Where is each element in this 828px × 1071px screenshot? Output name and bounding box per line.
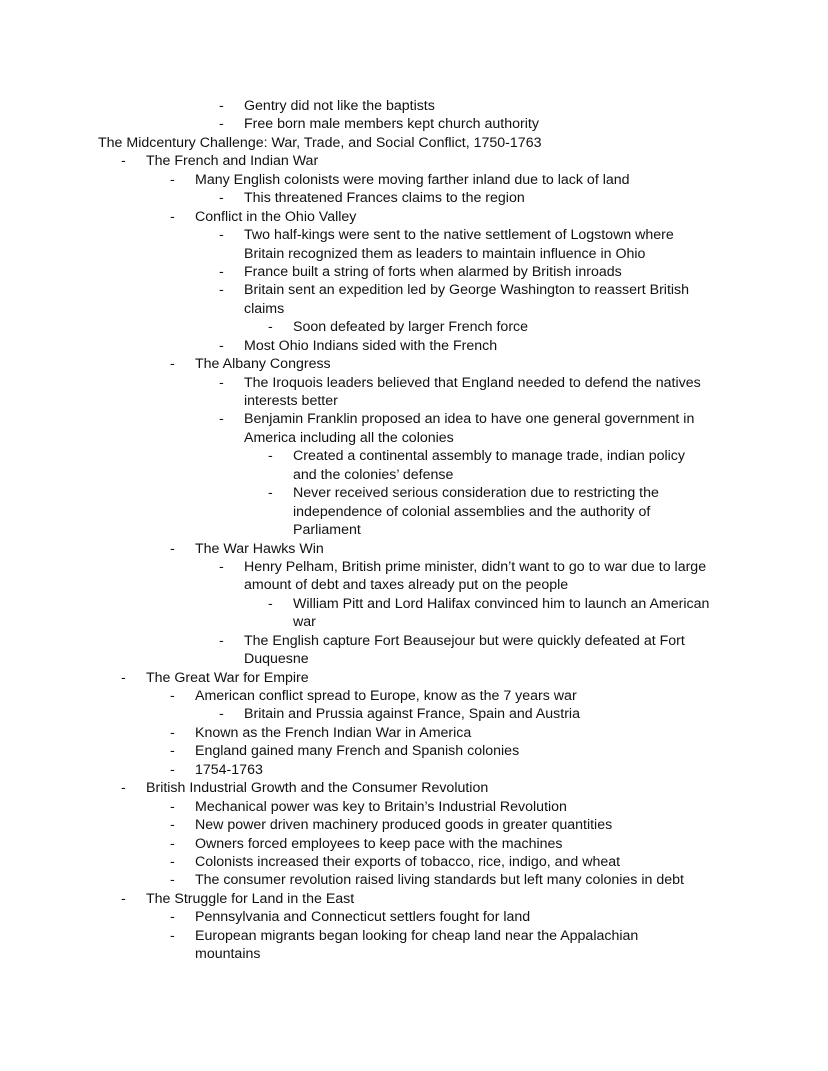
outline-line [0,189,828,207]
bullet-dash: - [170,927,175,944]
bullet-dash: - [219,337,224,354]
outline-text: Soon defeated by larger French force [293,319,529,336]
outline-text: Duquesne [244,651,309,668]
outline-text: British Industrial Growth and the Consumer Revolution [146,780,489,797]
outline-text: independence of colonial assemblies and the authority of [293,503,651,520]
bullet-dash: - [268,448,273,465]
outline-line [0,705,828,723]
outline-text: Parliament [293,522,361,539]
outline-line [0,927,828,945]
outline-text: The War Hawks Win [195,540,324,557]
bullet-dash: - [219,632,224,649]
outline-text: amount of debt and taxes already put on the people [244,577,569,594]
outline-line [0,521,828,539]
outline-text: The English capture Fort Beausejour but were quickly defeated at Fort [244,632,685,649]
bullet-dash: - [121,890,126,907]
outline-text: The Albany Congress [195,356,331,373]
outline-line [0,281,828,299]
bullet-dash: - [121,780,126,797]
outline-text: Pennsylvania and Connecticut settlers fought for land [195,909,531,926]
outline-text: New power driven machinery produced goods in greater quantities [195,817,613,834]
bullet-dash: - [170,208,175,225]
outline-text: Free born male members kept church authority [244,116,539,133]
outline-text: interests better [244,393,338,409]
outline-line [0,410,828,428]
outline-text: England gained many French and Spanish colonies [195,743,520,760]
bullet-dash: - [219,706,224,723]
bullet-dash: - [170,171,175,188]
outline-line [0,724,828,742]
outline-text: This threatened Frances claims to the region [244,190,525,207]
outline-line [0,226,828,244]
outline-text: 1754-1763 [195,761,263,778]
outline-line [0,816,828,834]
outline-line [0,134,828,152]
outline-line [0,208,828,226]
outline-line [0,558,828,576]
outline-text: war [293,614,316,631]
outline-text: The Struggle for Land in the East [146,890,355,907]
outline-line [0,595,828,613]
outline-line [0,908,828,926]
outline-line [0,300,828,318]
bullet-dash: - [268,595,273,612]
bullet-dash: - [219,374,224,391]
outline-line [0,890,828,908]
outline-text: The consumer revolution raised living standards but left many colonies in debt [195,872,684,889]
outline-text: Mechanical power was key to Britain’s Industrial Revolution [195,798,567,815]
bullet-dash: - [219,98,224,114]
outline-text: Most Ohio Indians sided with the French [244,337,498,354]
outline-line [0,576,828,594]
bullet-dash: - [121,153,126,170]
outline-line [0,632,828,650]
outline-line [0,853,828,871]
bullet-dash: - [170,743,175,760]
outline-line [0,761,828,779]
outline-text: The French and Indian War [146,153,319,170]
bullet-dash: - [170,724,175,741]
outline-text: mountains [195,946,261,963]
outline-text: Owners forced employees to keep pace with the machines [195,835,563,852]
outline-line [0,374,828,392]
bullet-dash: - [170,761,175,778]
bullet-dash: - [170,909,175,926]
bullet-dash: - [219,190,224,207]
outline-line [0,447,828,465]
outline-line [0,871,828,889]
outline-line [0,171,828,189]
outline-text: Conflict in the Ohio Valley [195,208,357,225]
outline-line [0,115,828,133]
outline-line [0,466,828,484]
outline-line [0,742,828,760]
outline-line [0,318,828,336]
bullet-dash: - [268,319,273,336]
bullet-dash: - [121,669,126,686]
outline-text: William Pitt and Lord Halifax convinced him to launch an American [293,595,710,612]
outline-text: The Midcentury Challenge: War, Trade, and Social Conflict, 1750-1763 [98,134,542,151]
outline-line [0,392,828,410]
notes-document [0,97,828,964]
bullet-dash: - [219,282,224,299]
bullet-dash: - [268,485,273,502]
outline-text: Created a continental assembly to manage trade, indian policy [293,448,685,465]
bullet-dash: - [219,116,224,133]
outline-line [0,945,828,963]
bullet-dash: - [219,227,224,244]
bullet-dash: - [170,835,175,852]
outline-line [0,687,828,705]
outline-text: America including all the colonies [244,429,454,446]
outline-text: Henry Pelham, British prime minister, didn’t want to go to war due to large [244,558,707,575]
outline-text: France built a string of forts when alarmed by British inroads [244,263,622,280]
outline-text: Many English colonists were moving farther inland due to lack of land [195,171,630,188]
bullet-dash: - [170,798,175,815]
bullet-dash: - [170,872,175,889]
bullet-dash: - [170,817,175,834]
outline-line [0,669,828,687]
outline-line [0,152,828,170]
outline-line [0,798,828,816]
bullet-dash: - [170,688,175,704]
outline-line [0,484,828,502]
outline-text: American conflict spread to Europe, know as the 7 years war [195,688,577,704]
bullet-dash: - [219,558,224,575]
outline-text: The Great War for Empire [146,669,309,686]
outline-line [0,245,828,263]
outline-line [0,97,828,115]
outline-text: The Iroquois leaders believed that England needed to defend the natives [244,374,701,391]
outline-text: Gentry did not like the baptists [244,98,435,114]
outline-text: and the colonies’ defense [293,466,454,483]
outline-text: Colonists increased their exports of tobacco, rice, indigo, and wheat [195,853,621,870]
outline-text: Never received serious consideration due to restricting the [293,485,659,502]
outline-line [0,355,828,373]
outline-text: Two half-kings were sent to the native settlement of Logstown where [244,227,674,244]
outline-line [0,540,828,558]
bullet-dash: - [170,356,175,373]
bullet-dash: - [219,411,224,428]
outline-line [0,337,828,355]
outline-line [0,835,828,853]
outline-text: European migrants began looking for cheap land near the Appalachian [195,927,639,944]
bullet-dash: - [170,540,175,557]
outline-text: Benjamin Franklin proposed an idea to have one general government in [244,411,695,428]
outline-line [0,263,828,281]
outline-line [0,613,828,631]
outline-text: claims [244,300,285,317]
outline-line [0,650,828,668]
outline-text: Britain and Prussia against France, Spain and Austria [244,706,580,723]
bullet-dash: - [219,263,224,280]
outline-text: Known as the French Indian War in America [195,724,472,741]
outline-text: Britain recognized them as leaders to maintain influence in Ohio [244,245,646,262]
outline-text: Britain sent an expedition led by George Washington to reassert British [244,282,690,299]
outline-line [0,429,828,447]
bullet-dash: - [170,853,175,870]
outline-line [0,779,828,797]
outline-line [0,503,828,521]
